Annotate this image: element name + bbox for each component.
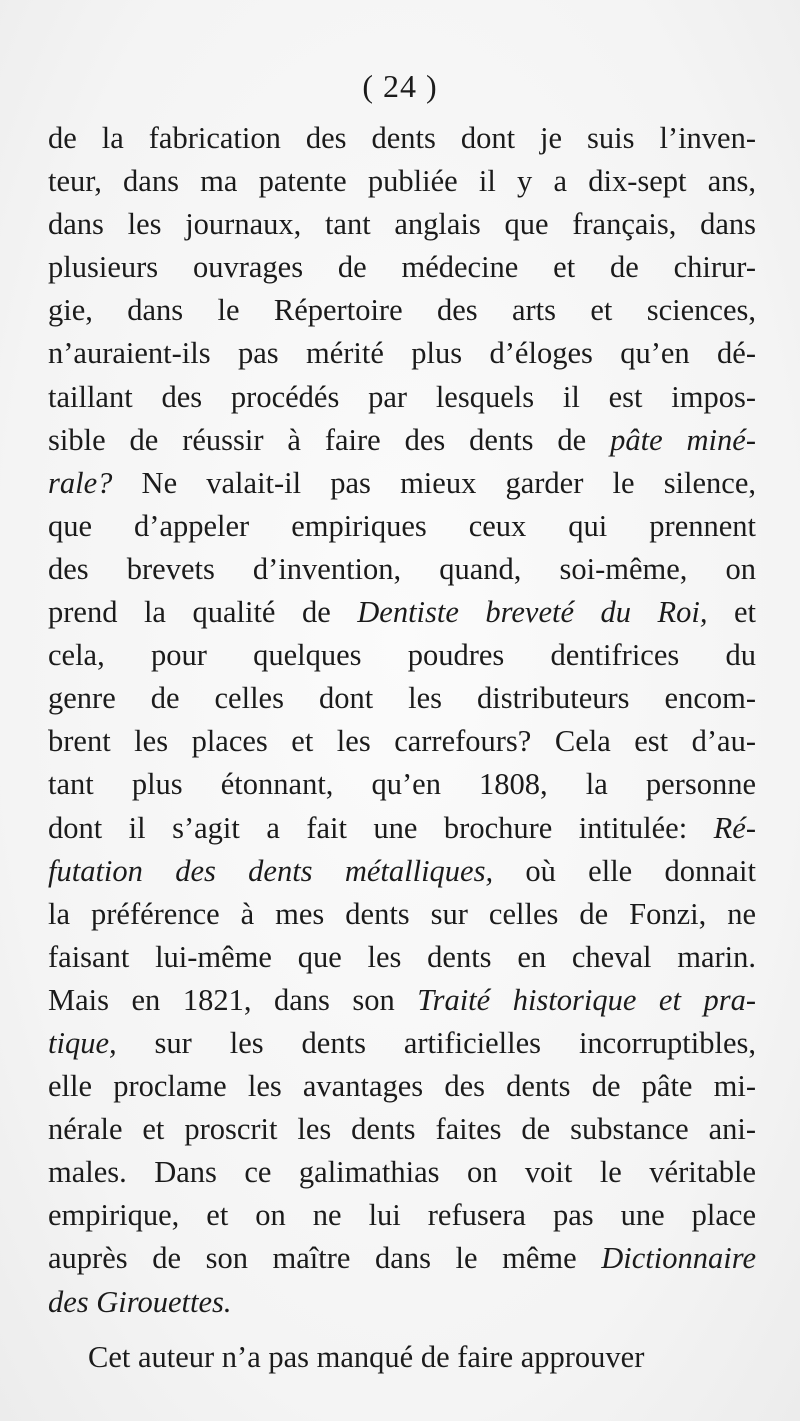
text-line xyxy=(48,677,756,720)
italic-text: tique, xyxy=(48,1025,117,1060)
text-line xyxy=(48,763,756,806)
italic-text: futation des dents métalliques, xyxy=(48,853,494,888)
text-line xyxy=(48,979,756,1022)
text-run: des brevets d’invention, quand, soi-même, on xyxy=(48,551,756,586)
text-line xyxy=(48,117,756,160)
text-line xyxy=(48,591,756,634)
text-run: Cet auteur n’a pas manqué de faire approuver xyxy=(88,1339,645,1374)
text-run: prend la qualité de xyxy=(48,595,358,630)
text-line xyxy=(48,289,756,332)
text-run: et xyxy=(707,595,756,630)
text-line xyxy=(48,1022,756,1065)
text-line xyxy=(48,850,756,893)
text-run: genre de celles dont les distributeurs encom- xyxy=(48,681,756,716)
text-line xyxy=(48,203,756,246)
text-run: que d’appeler empiriques ceux qui prennent xyxy=(48,508,756,543)
text-line xyxy=(48,1237,756,1280)
text-run: dans les journaux, tant anglais que français, dans xyxy=(48,207,756,242)
text-run: sur les dents artificielles incorruptibles, xyxy=(116,1025,756,1060)
text-run: dont il s’agit a fait une brochure intitulée: xyxy=(48,810,714,845)
italic-text: Ré- xyxy=(713,810,756,845)
text-run: de la fabrication des dents dont je suis l’inven- xyxy=(48,121,756,155)
text-run: sible de réussir à faire des dents de xyxy=(48,422,611,457)
text-run: auprès de son maître dans le même xyxy=(48,1241,602,1276)
text-run: cela, pour quelques poudres dentifrices du xyxy=(48,638,756,673)
body-text xyxy=(48,117,756,1379)
text-line xyxy=(48,634,756,677)
text-run: plusieurs ouvrages de médecine et de chirur- xyxy=(48,250,756,285)
text-run: empirique, et on ne lui refusera pas une place xyxy=(48,1198,756,1233)
text-line xyxy=(48,1336,756,1379)
text-run: brent les places et les carrefours? Cela est d’au- xyxy=(48,724,756,759)
text-line xyxy=(48,893,756,936)
text-line xyxy=(48,1065,756,1108)
text-line xyxy=(48,548,756,591)
text-line xyxy=(48,505,756,548)
page-number: ( 24 ) xyxy=(362,68,438,104)
text-run: faisant lui-même que les dents en cheval marin. xyxy=(48,939,756,974)
text-line xyxy=(48,1108,756,1151)
text-line xyxy=(48,1151,756,1194)
paragraph-gap xyxy=(48,1324,756,1336)
text-line xyxy=(48,246,756,289)
text-line xyxy=(48,376,756,419)
text-run: gie, dans le Répertoire des arts et sciences, xyxy=(48,293,756,328)
text-run: n’auraient-ils pas mérité plus d’éloges qu’en dé- xyxy=(48,336,756,371)
text-line xyxy=(48,419,756,462)
text-line xyxy=(48,160,756,203)
italic-text: Dictionnaire xyxy=(601,1241,756,1276)
text-run: Ne valait-il pas mieux garder le silence, xyxy=(112,465,756,500)
text-run: teur, dans ma patente publiée il y a dix-sept ans, xyxy=(48,164,756,199)
italic-text: Traité historique et pra- xyxy=(417,982,756,1017)
italic-text: des Girouettes. xyxy=(48,1284,232,1319)
text-line xyxy=(48,462,756,505)
italic-text: rale? xyxy=(48,465,113,500)
text-line xyxy=(48,936,756,979)
italic-text: pâte miné- xyxy=(610,422,756,457)
text-line xyxy=(48,807,756,850)
text-line xyxy=(48,332,756,375)
text-run: males. Dans ce galimathias on voit le véritable xyxy=(48,1155,756,1190)
text-line xyxy=(48,1194,756,1237)
text-run: où elle donnait xyxy=(493,853,756,888)
text-run: elle proclame les avantages des dents de pâte mi- xyxy=(48,1069,756,1104)
text-run: tant plus étonnant, qu’en 1808, la personne xyxy=(48,767,756,802)
text-run: nérale et proscrit les dents faites de substance ani- xyxy=(48,1112,756,1147)
italic-text: Dentiste breveté du Roi, xyxy=(357,595,708,630)
text-run: la préférence à mes dents sur celles de Fonzi, ne xyxy=(48,896,756,931)
text-run: taillant des procédés par lesquels il est impos- xyxy=(48,379,756,414)
text-run: Mais en 1821, dans son xyxy=(48,982,418,1017)
text-line xyxy=(48,720,756,763)
text-line xyxy=(48,1281,756,1324)
